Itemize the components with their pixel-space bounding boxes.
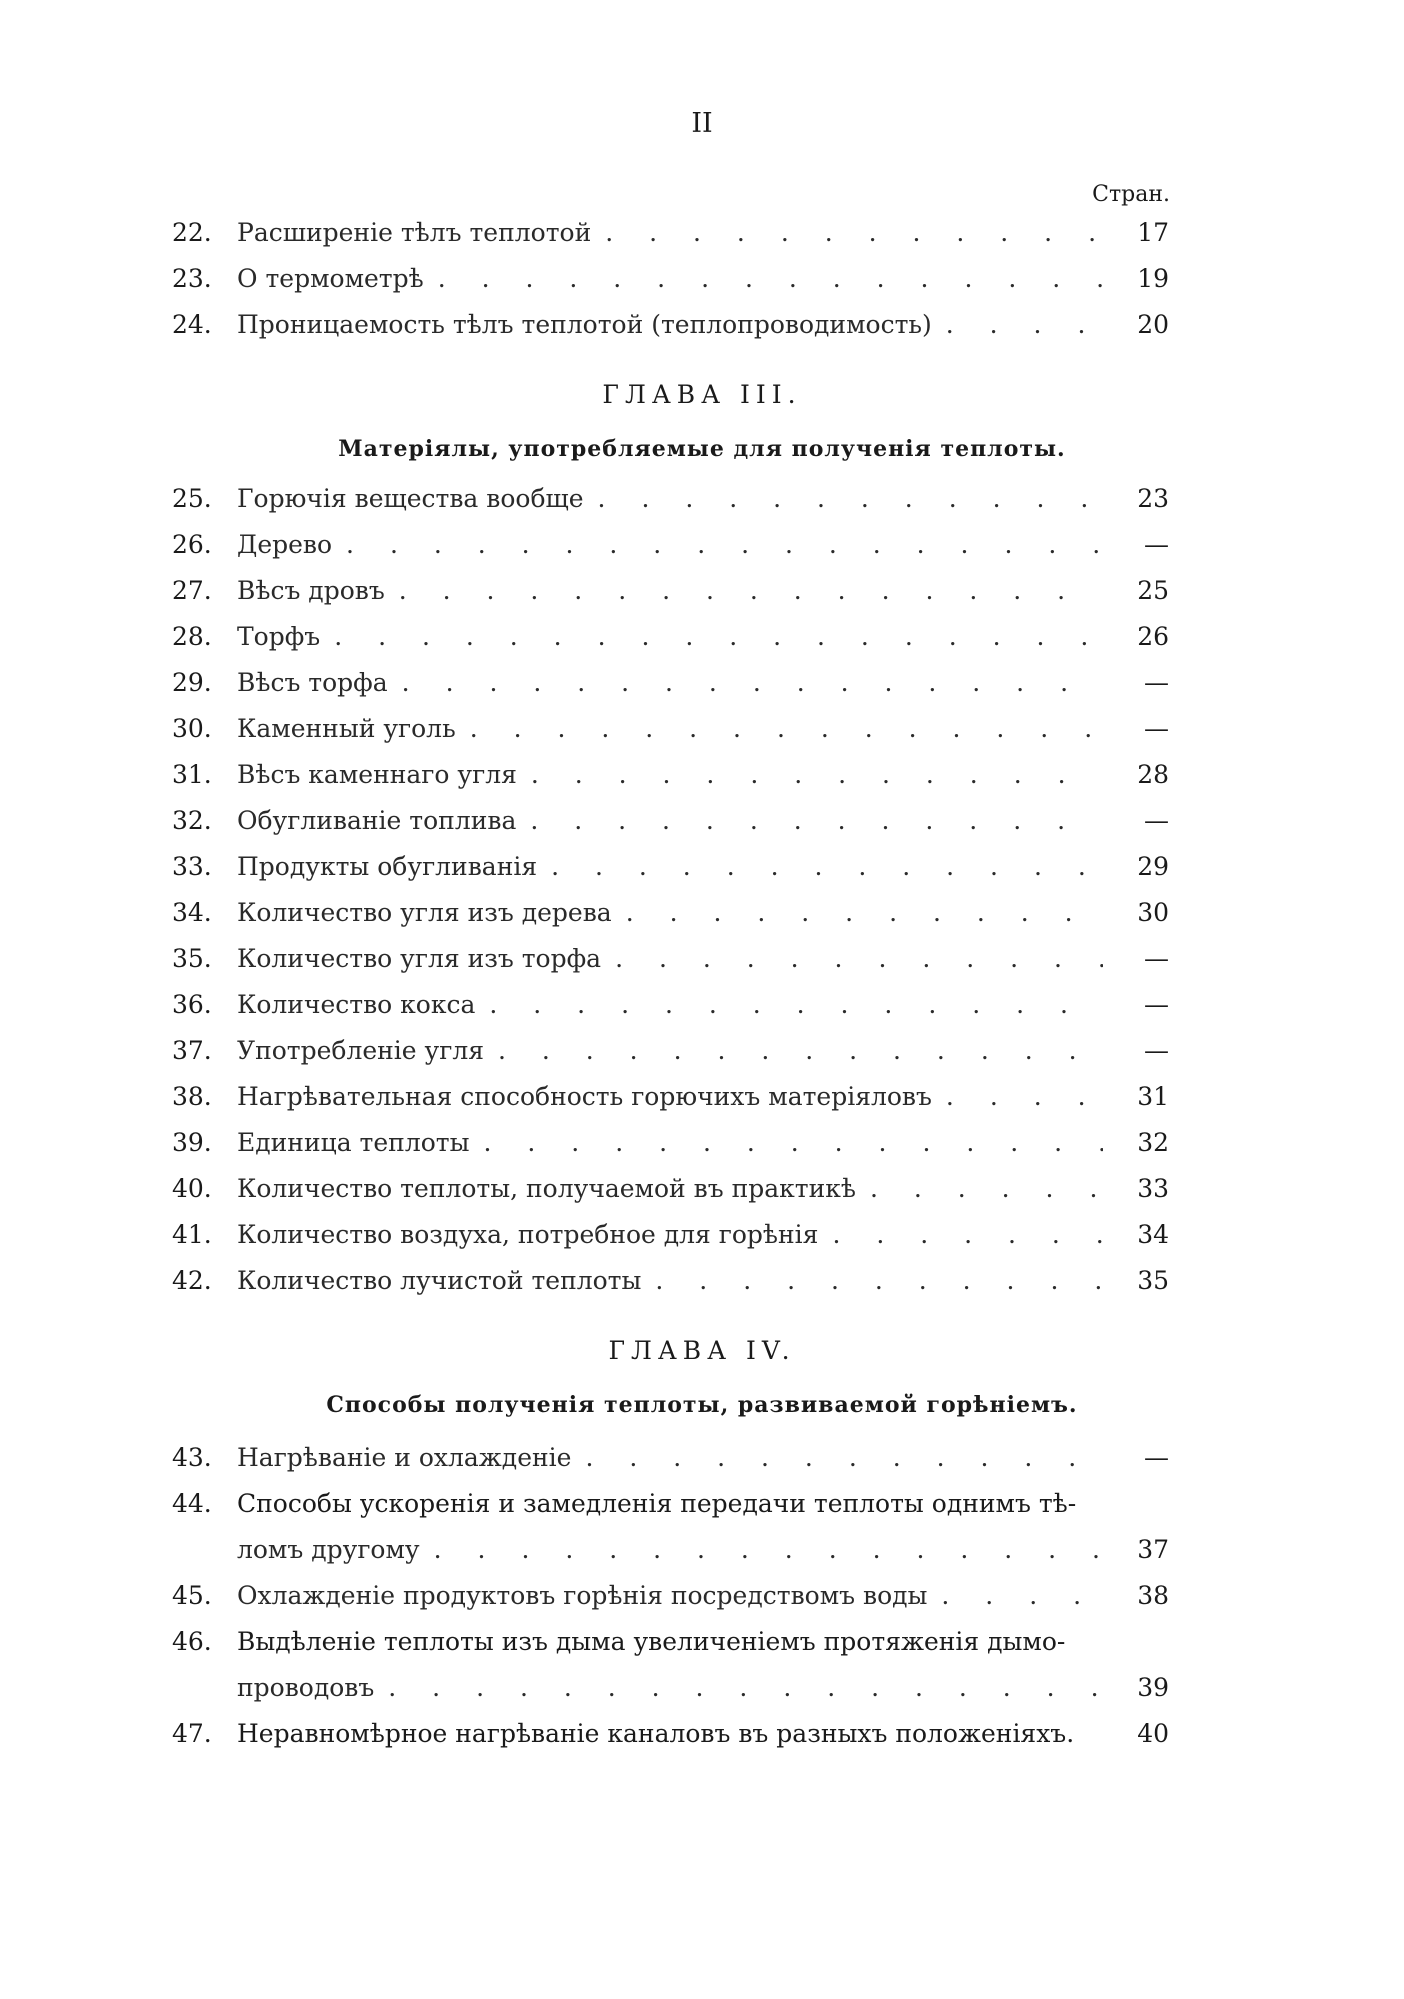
entry-number: 29. (172, 668, 212, 697)
entry-page: — (1144, 990, 1169, 1019)
entry-number: 38. (172, 1082, 212, 1111)
entry-page: — (1144, 944, 1169, 973)
entry-number: 41. (172, 1220, 212, 1249)
toc-entry (172, 1443, 1169, 1473)
entry-page: — (1144, 668, 1169, 697)
entry-number: 23. (172, 264, 212, 293)
entry-page: 26 (1137, 622, 1169, 651)
dot-leader (237, 622, 1103, 652)
dot-leader (237, 852, 1103, 882)
toc-entry (172, 310, 1169, 340)
dot-leader (237, 218, 1103, 248)
entry-number: 40. (172, 1174, 212, 1203)
entry-page: 31 (1137, 1082, 1169, 1111)
entry-page: 20 (1137, 310, 1169, 339)
toc-entry (172, 1581, 1169, 1611)
dot-leader (237, 668, 1103, 698)
page-number: II (691, 108, 713, 139)
entry-number: 36. (172, 990, 212, 1019)
entry-title: Нагрѣваніе и охлажденіе (237, 1443, 585, 1472)
entry-number: 30. (172, 714, 212, 743)
entry-title: Количество угля изъ торфа (237, 944, 615, 973)
entry-title: Обугливаніе топлива (237, 806, 530, 835)
entry-page: — (1144, 1036, 1169, 1065)
entry-number: 27. (172, 576, 212, 605)
entry-number: 28. (172, 622, 212, 651)
toc-entry (172, 944, 1169, 974)
entry-number: 22. (172, 218, 212, 247)
entry-page: 39 (1137, 1673, 1169, 1702)
entry-title-continuation: проводовъ (237, 1673, 388, 1702)
entry-title: Горючія вещества вообще (237, 484, 598, 513)
entry-title: Расширеніе тѣлъ теплотой (237, 218, 605, 247)
entry-number: 47. (172, 1719, 212, 1748)
entry-title: Количество угля изъ дерева (237, 898, 626, 927)
toc-entry (172, 852, 1169, 882)
toc-entry (172, 1128, 1169, 1158)
dot-leader (237, 1443, 1103, 1473)
toc-entry (172, 1719, 1169, 1749)
entry-page: 30 (1137, 898, 1169, 927)
entry-page: — (1144, 714, 1169, 743)
toc-entry (172, 668, 1169, 698)
entry-title: Употребленіе угля (237, 1036, 498, 1065)
entry-title: Вѣсъ каменнаго угля (237, 760, 531, 789)
dot-leader (237, 760, 1103, 790)
entry-page: 17 (1137, 218, 1169, 247)
chapter-heading: ГЛАВА III. (602, 380, 802, 409)
entry-title: Неравномѣрное нагрѣваніе каналовъ въ разныхъ положеніяхъ. (237, 1719, 1075, 1748)
entry-page: 35 (1137, 1266, 1169, 1295)
entry-number: 43. (172, 1443, 212, 1472)
entry-title: Единица теплоты (237, 1128, 484, 1157)
toc-entry (172, 1266, 1169, 1296)
toc-entry (172, 1036, 1169, 1066)
entry-title: Количество воздуха, потребное для горѣнія (237, 1220, 832, 1249)
toc-entry-continuation (172, 1673, 1169, 1703)
toc-entry (172, 264, 1169, 294)
entry-title: О термометрѣ (237, 264, 438, 293)
entry-title: Количество теплоты, получаемой въ практикѣ (237, 1174, 870, 1203)
dot-leader (237, 1673, 1103, 1703)
entry-title: Нагрѣвательная способность горючихъ матеріяловъ (237, 1082, 946, 1111)
dot-leader (237, 1174, 1103, 1204)
entry-number: 32. (172, 806, 212, 835)
entry-page: — (1144, 1443, 1169, 1472)
entry-page: 34 (1137, 1220, 1169, 1249)
dot-leader (237, 898, 1103, 928)
entry-page: 33 (1137, 1174, 1169, 1203)
entry-page: 29 (1137, 852, 1169, 881)
entry-number: 35. (172, 944, 212, 973)
entry-number: 42. (172, 1266, 212, 1295)
dot-leader (237, 484, 1103, 514)
entry-title: Продукты обугливанія (237, 852, 551, 881)
entry-number: 39. (172, 1128, 212, 1157)
dot-leader (237, 576, 1103, 606)
toc-entry (172, 1627, 1169, 1657)
entry-title: Охлажденіе продуктовъ горѣнія посредствомъ воды (237, 1581, 941, 1610)
toc-entry (172, 806, 1169, 836)
entry-number: 31. (172, 760, 212, 789)
toc-entry-continuation (172, 1535, 1169, 1565)
page-column-header: Стран. (1092, 182, 1170, 207)
entry-page: 28 (1137, 760, 1169, 789)
chapter-subtitle: Матеріялы, употребляемые для полученія теплоты. (338, 436, 1066, 462)
dot-leader (237, 1128, 1103, 1158)
entry-number: 37. (172, 1036, 212, 1065)
entry-page: 37 (1137, 1535, 1169, 1564)
dot-leader (237, 944, 1103, 974)
dot-leader (237, 714, 1103, 744)
entry-number: 45. (172, 1581, 212, 1610)
entry-number: 24. (172, 310, 212, 339)
dot-leader (237, 1266, 1103, 1296)
toc-entry (172, 484, 1169, 514)
chapter-heading: ГЛАВА IV. (608, 1336, 796, 1365)
entry-number: 25. (172, 484, 212, 513)
toc-entry (172, 760, 1169, 790)
entry-title: Выдѣленіе теплоты изъ дыма увеличеніемъ протяженія дымо- (237, 1627, 1066, 1656)
entry-title: Количество кокса (237, 990, 489, 1019)
entry-title: Количество лучистой теплоты (237, 1266, 655, 1295)
toc-entry (172, 1082, 1169, 1112)
dot-leader (237, 1036, 1103, 1066)
toc-entry (172, 218, 1169, 248)
toc-entry (172, 622, 1169, 652)
toc-entry (172, 576, 1169, 606)
toc-entry (172, 1174, 1169, 1204)
entry-page: 19 (1137, 264, 1169, 293)
dot-leader (237, 990, 1103, 1020)
entry-title: Торфъ (237, 622, 334, 651)
dot-leader (237, 1581, 1103, 1611)
dot-leader (237, 1535, 1103, 1565)
entry-title: Дерево (237, 530, 346, 559)
toc-entry (172, 714, 1169, 744)
dot-leader (237, 264, 1103, 294)
dot-leader (237, 530, 1103, 560)
entry-title: Вѣсъ торфа (237, 668, 402, 697)
dot-leader (237, 1220, 1103, 1250)
entry-number: 46. (172, 1627, 212, 1656)
entry-title: Вѣсъ дровъ (237, 576, 399, 605)
entry-page: — (1144, 530, 1169, 559)
toc-entry (172, 898, 1169, 928)
entry-title: Проницаемость тѣлъ теплотой (теплопроводимость) (237, 310, 946, 339)
entry-number: 26. (172, 530, 212, 559)
dot-leader (237, 310, 1103, 340)
entry-page: 40 (1137, 1719, 1169, 1748)
toc-entry (172, 1220, 1169, 1250)
entry-number: 34. (172, 898, 212, 927)
entry-number: 44. (172, 1489, 212, 1518)
entry-page: 25 (1137, 576, 1169, 605)
entry-number: 33. (172, 852, 212, 881)
toc-entry (172, 1489, 1169, 1519)
entry-page: 38 (1137, 1581, 1169, 1610)
entry-page: 23 (1137, 484, 1169, 513)
chapter-subtitle: Способы полученія теплоты, развиваемой горѣніемъ. (326, 1392, 1078, 1418)
entry-page: — (1144, 806, 1169, 835)
dot-leader (237, 1082, 1103, 1112)
entry-page: 32 (1137, 1128, 1169, 1157)
toc-entry (172, 530, 1169, 560)
dot-leader (237, 806, 1103, 836)
toc-entry (172, 990, 1169, 1020)
entry-title: Каменный уголь (237, 714, 470, 743)
entry-title: Способы ускоренія и замедленія передачи теплоты однимъ тѣ- (237, 1489, 1077, 1518)
entry-title-continuation: ломъ другому (237, 1535, 434, 1564)
